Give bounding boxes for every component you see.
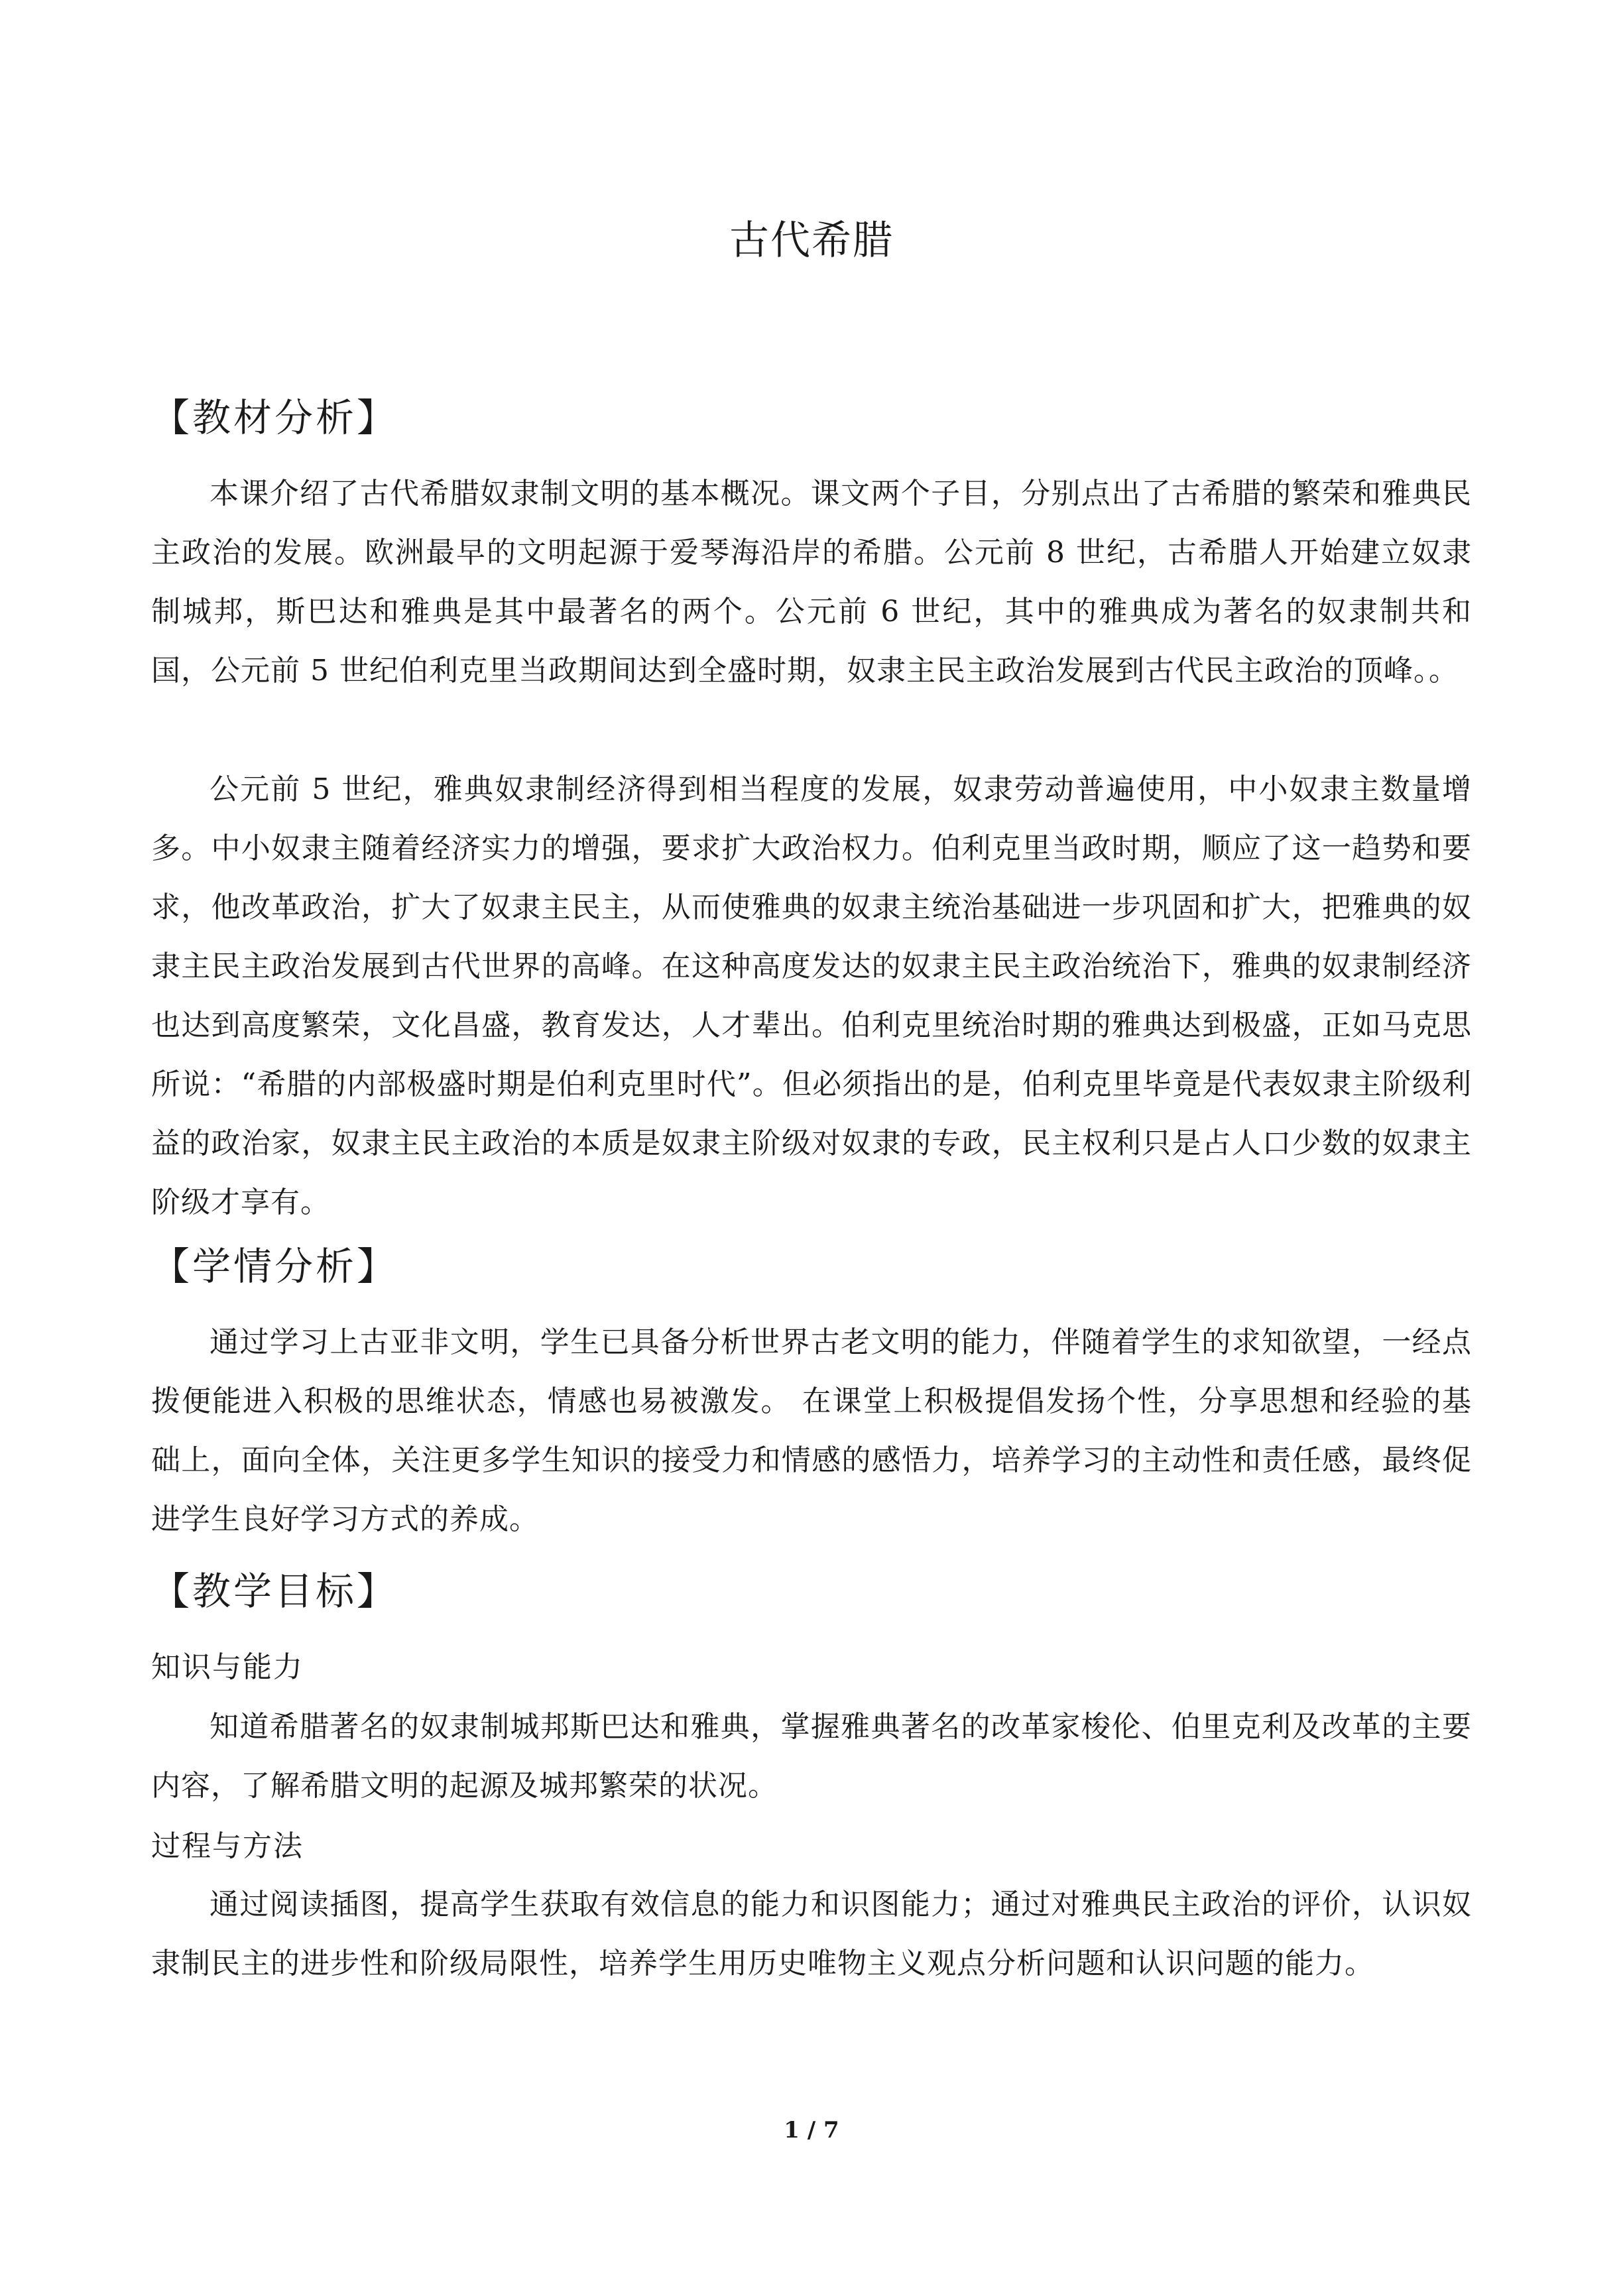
page-number: 1 / 7 <box>784 2117 839 2144</box>
paragraph-learner-analysis: 通过学习上古亚非文明，学生已具备分析世界古老文明的能力，伴随着学生的求知欲望，一经点拨便能进入积极的思维状态，情感也易被激发。 在课堂上积极提倡发扬个性，分享思想和经验的基础上，面向全体，关注更多学生知识的接受力和情感的感悟力，培养学习的主动性和责任感，最终促进学生良好学习方式的养成。 <box>151 1325 1472 1536</box>
document-title: 古代希腊 <box>729 217 894 264</box>
paragraph-textbook-analysis-2: 公元前 5 世纪，雅典奴隶制经济得到相当程度的发展，奴隶劳动普遍使用，中小奴隶主数量增多。中小奴隶主随着经济实力的增强，要求扩大政治权力。伯利克里当政时期，顺应了这一趋势和要求，他改革政治，扩大了奴隶主民主，从而使雅典的奴隶主统治基础进一步巩固和扩大，把雅典的奴隶主民主政治发展到古代世界的高峰。在这种高度发达的奴隶主民主政治统治下，雅典的奴隶制经济也达到高度繁荣，文化昌盛，教育发达，人才辈出。伯利克里统治时期的雅典达到极盛，正如马克思所说：“希腊的内部极盛时期是伯利克里时代”。但必须指出的是，伯利克里毕竟是代表奴隶主阶级利益的政治家，奴隶主民主政治的本质是奴隶主阶级对奴隶的专政，民主权利只是占人口少数的奴隶主阶级才享有。 <box>151 772 1472 1219</box>
subheading-knowledge-ability: 知识与能力 <box>151 1650 304 1684</box>
section-heading-teaching-objectives: 【教学目标】 <box>151 1569 398 1614</box>
paragraph-textbook-analysis-1: 本课介绍了古代希腊奴隶制文明的基本概况。课文两个子目，分别点出了古希腊的繁荣和雅典民主政治的发展。欧洲最早的文明起源于爱琴海沿岸的希腊。公元前 8 世纪，古希腊人开始建立奴隶制城邦，斯巴达和雅典是其中最著名的两个。公元前 6 世纪，其中的雅典成为著名的奴隶制共和国，公元前 5 世纪伯利克里当政期间达到全盛时期，奴隶主民主政治发展到古代民主政治的顶峰。。 <box>151 477 1472 688</box>
section-heading-textbook-analysis: 【教材分析】 <box>151 395 398 440</box>
paragraph-process-method: 通过阅读插图，提高学生获取有效信息的能力和识图能力；通过对雅典民主政治的评价，认识奴隶制民主的进步性和阶级局限性，培养学生用历史唯物主义观点分析问题和认识问题的能力。 <box>151 1888 1472 1980</box>
subheading-process-method: 过程与方法 <box>151 1829 304 1863</box>
section-heading-learner-analysis: 【学情分析】 <box>151 1244 398 1289</box>
paragraph-knowledge-ability: 知道希腊著名的奴隶制城邦斯巴达和雅典，掌握雅典著名的改革家梭伦、伯里克利及改革的主要内容，了解希腊文明的起源及城邦繁荣的状况。 <box>151 1710 1472 1803</box>
